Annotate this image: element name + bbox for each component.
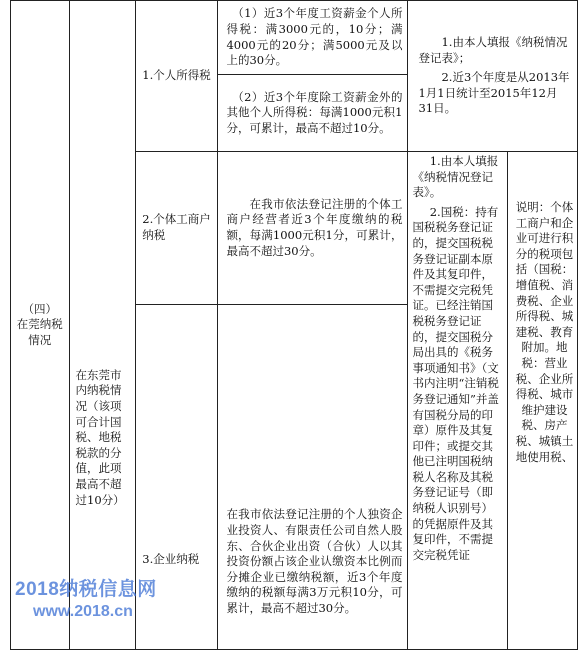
notes-personal-tax [408,1,578,152]
criteria-individual-business [218,152,408,305]
note-cell [508,152,578,650]
criteria-personal-other [218,75,408,152]
criteria-individual-business-text: 在我市依法登记注册的个体工商户经营者近3个年度缴纳的税额，每满1000元积1分，可累计，最高不超过30分。 [226,196,403,258]
section-cell [11,1,70,650]
situation-text: 在东莞市内纳税情况（该项可合计国税、地税税款的分值，此项最高不超过10分） [75,367,125,507]
type-enterprise-label: 3.企业纳税 [142,552,200,567]
criteria-enterprise [218,305,408,650]
materials-item2: 2.国税：持有国税税务登记证的，提交国税税务登记证副本原件及其复印件，不需提交完税凭证。已经注销国税税务登记证的，提交国税分局出具的《税务事项通知书》（文书内注明“注销税务登记通知”并盖有国税分局的印章）原件及其复印件；或提交其他已注明国税纳税人名称及其税务登记证号（即纳税人识别号）的凭据原件及其复印件，不需提交完税凭证 [412,204,499,562]
materials-item1: 1.由本人填报《纳税情况登记表》。 [412,154,499,200]
criteria-personal-salary [218,1,408,75]
section-number: （四） [22,301,58,316]
notes-personal-item1: 1.由本人填报《纳税情况登记表》； [418,35,568,65]
type-personal-tax-label: 1.个人所得税 [142,68,211,83]
watermark-url: www.2018.cn [33,603,133,620]
criteria-personal-salary-text: （1）近3个年度工资薪金个人所得税：满3000元的，10分；满4000元的20分；满5000元及以上的30分。 [226,6,403,68]
situation-cell [69,1,136,650]
watermark-title: 2018纳税信息网 [15,579,157,600]
type-enterprise [136,305,218,650]
criteria-enterprise-text: 在我市依法登记注册的个人独资企业投资人、有限责任公司自然人股东、合伙企业出资（合伙）人以其投资份额占该企业认缴资本比例而分摊企业已缴纳税额，近3个年度缴纳的税额每满3万元积10分，可累计，最高不超过30分。 [226,507,403,615]
type-individual-business [136,152,218,305]
notes-personal-item2: 2.近3个年度是从2013年1月1日统计至2015年12月31日。 [418,70,570,116]
criteria-personal-other-text: （2）近3个年度除工资薪金外的其他个人所得税：每满1000元积1分，可累计，最高不超过10分。 [226,89,403,135]
type-personal-tax [136,1,218,152]
points-table [10,0,578,650]
materials-cell [408,152,508,650]
type-individual-business-label: 2.个体工商户纳税 [142,212,211,242]
note-text: 说明：个体工商户和企业可进行积分的税项包括（国税：增值税、消费税、企业所得税、城建税、教育附加。地税：营业税、企业所得税、城市维护建设税、房产税、城镇土地使用税、 [515,200,574,464]
section-title: 在莞纳税情况 [16,317,63,347]
